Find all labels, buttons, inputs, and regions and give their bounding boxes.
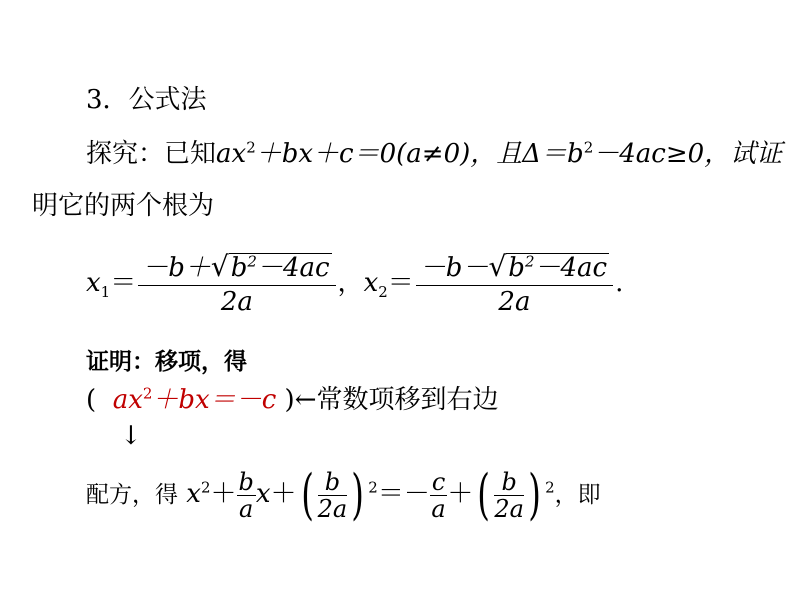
x2-den: 2a [498,287,531,317]
open-paren: ( [86,385,97,415]
x2-num-left: －b－ [419,253,489,283]
delta-symbol: Δ [522,139,542,169]
x1-num-left: －b＋ [142,253,211,283]
roots-sep: ， [337,268,364,298]
close-note: )←常数项移到右边 [284,385,499,415]
delta-eq: ＝b [541,139,584,169]
rparen-2: ) [528,463,541,526]
frac-b-over-2a-2: $\frac{b}{2a}$ [494,467,524,523]
x2-label: x [363,268,379,298]
x-exp: 2 [200,478,211,497]
x2-eq: ＝ [387,268,414,298]
plus-1: ＋ [210,479,237,509]
down-arrow: ↓ [120,421,142,451]
completing-label: 配方，得 [86,482,178,508]
sq-exp-2: 2 [545,478,555,497]
minus-4ac: －4ac≥0，试证 [593,139,783,169]
exp-2: 2 [246,138,256,157]
frac-b-over-a: $\frac{b}{a}$ [238,467,254,523]
eq-ax: ax [216,139,247,169]
proof-label: 证明：移项，得 [86,349,247,375]
x2-sub: 2 [378,283,388,302]
problem-intro: 探究：已知 [86,139,217,169]
frac-c-over-a: $\frac{c}{a}$ [431,467,446,523]
frac-b-over-2a-1: $\frac{b}{2a}$ [317,467,348,523]
x1-fraction [138,250,335,318]
section-heading: 3．公式法 [86,85,207,115]
lparen-2: ( [477,463,491,526]
sqrt-sign-1: √ [210,250,229,283]
problem-statement [86,138,782,170]
x2-fraction [416,250,613,318]
radicand-2: $b^2-4ac$ [508,252,608,283]
plus-3: ＋ [447,479,474,509]
x1-den: 2a [220,287,253,317]
sqrt-sign-2: √ [488,250,507,283]
x-var: x [186,479,201,509]
proof-step [86,384,498,416]
completing-tail: ，即 [554,482,601,508]
problem-line-2: 明它的两个根为 [32,191,215,221]
x1-sub: 1 [100,283,111,302]
radicand-1: $b^2-4ac$ [230,252,330,283]
red-expr-rest: ＋bx＝－c [152,385,277,415]
red-exp-2: 2 [142,384,153,403]
roots-end: . [615,268,624,298]
exp-2-delta: 2 [583,138,594,157]
roots-formula [86,248,623,318]
red-expr-ax: ax [112,385,143,415]
x1-label: x [86,268,101,298]
lparen-1: ( [300,463,314,526]
rparen-1: ) [351,463,365,526]
x1-eq: ＝ [110,268,137,298]
eq-minus: ＝－ [377,479,430,509]
sq-exp-1: 2 [368,478,378,497]
completing-square [86,464,601,525]
eq-rest: ＋bx＋c＝0(a≠0)，且 [255,139,523,169]
plus-2: ＋ [270,479,297,509]
x-linear: x [255,479,271,509]
